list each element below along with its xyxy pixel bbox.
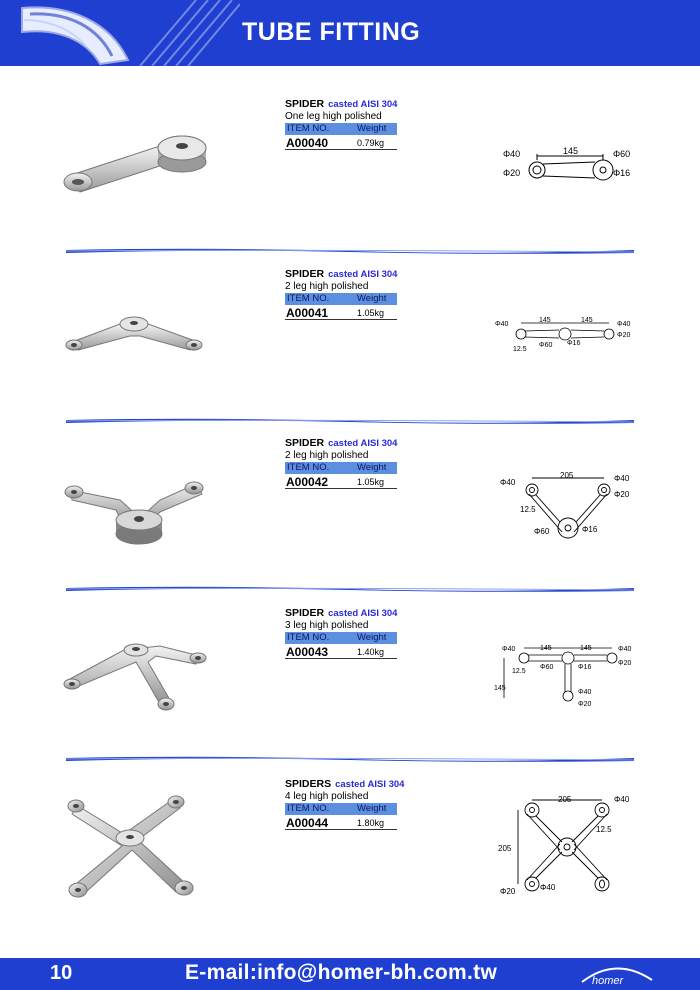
- section-divider: [66, 416, 634, 426]
- weight-header: Weight: [357, 293, 387, 304]
- dim-label: 205: [560, 471, 574, 480]
- logo-text: homer: [592, 975, 624, 987]
- product-info-a00041: [285, 268, 397, 320]
- spider-two-leg-photo: [60, 312, 210, 362]
- dim-label: Φ40: [617, 321, 631, 328]
- weight-header: Weight: [357, 632, 387, 643]
- dim-label: Φ40: [495, 321, 509, 328]
- table-header: [285, 123, 397, 135]
- dim-label: Φ60: [613, 149, 631, 159]
- table-row: [285, 135, 397, 150]
- dim-label: 145: [540, 645, 552, 652]
- dim-label: 205: [498, 844, 512, 853]
- spider-two-leg-diagram: [493, 314, 643, 356]
- item-number: A00042: [286, 475, 329, 489]
- item-number: A00041: [286, 306, 329, 320]
- dim-label: Φ16: [582, 525, 598, 534]
- item-no-header: ITEM NO.: [287, 803, 330, 814]
- dim-label: Φ40: [618, 646, 632, 653]
- spider-one-leg-diagram: [495, 142, 645, 187]
- dim-label: Φ60: [540, 664, 554, 671]
- product-description: 3 leg high polished: [285, 620, 369, 631]
- product-info-a00044: [285, 778, 405, 830]
- dim-label: Φ40: [503, 149, 521, 159]
- table-header: [285, 803, 397, 815]
- item-weight: 1.05kg: [357, 308, 385, 318]
- section-divider: [66, 584, 634, 594]
- product-name: SPIDER: [285, 268, 325, 280]
- product-info-a00040: [285, 98, 397, 150]
- dim-label: Φ20: [617, 332, 631, 339]
- product-material: casted AISI 304: [328, 99, 398, 110]
- table-row: [285, 305, 397, 320]
- item-no-header: ITEM NO.: [287, 123, 330, 134]
- spider-four-leg-diagram: [496, 790, 646, 900]
- dim-label: Φ20: [614, 490, 630, 499]
- dim-label: Φ20: [618, 660, 632, 667]
- elbow-fitting-logo-graphic: [0, 0, 240, 66]
- item-weight: 1.40kg: [357, 647, 385, 657]
- product-name: SPIDER: [285, 98, 325, 110]
- spider-one-leg-photo: [60, 128, 210, 198]
- item-weight: 1.80kg: [357, 818, 385, 828]
- section-divider: [66, 754, 634, 764]
- dim-label: 12.5: [513, 346, 527, 353]
- weight-header: Weight: [357, 803, 387, 814]
- dim-label: 12.5: [520, 505, 536, 514]
- dim-label: Φ40: [578, 689, 592, 696]
- page-title: TUBE FITTING: [242, 18, 421, 46]
- product-material: casted AISI 304: [328, 608, 398, 619]
- dim-label: Φ40: [500, 478, 516, 487]
- dim-label: Φ40: [614, 474, 630, 483]
- dim-label: Φ20: [500, 887, 516, 896]
- dim-label: 145: [494, 685, 506, 692]
- product-material: casted AISI 304: [328, 269, 398, 280]
- contact-email[interactable]: E-mail:info@homer-bh.com.tw: [185, 961, 498, 984]
- table-header: [285, 293, 397, 305]
- product-description: 2 leg high polished: [285, 450, 369, 461]
- dim-label: 145: [539, 317, 551, 324]
- dim-label: Φ40: [540, 883, 556, 892]
- table-row: [285, 474, 397, 489]
- dim-label: 205: [558, 795, 572, 804]
- dim-label: 145: [581, 317, 593, 324]
- dim-label: 145: [580, 645, 592, 652]
- dim-label: Φ60: [539, 342, 553, 349]
- product-info-a00042: [285, 437, 397, 489]
- item-number: A00043: [286, 645, 329, 659]
- spider-three-leg-photo: [60, 640, 210, 718]
- table-header: [285, 462, 397, 474]
- product-name: SPIDERS: [285, 778, 332, 790]
- product-name: SPIDER: [285, 607, 325, 619]
- dim-label: 145: [563, 146, 579, 156]
- item-no-header: ITEM NO.: [287, 462, 330, 473]
- dim-label: 12.5: [512, 668, 526, 675]
- item-number: A00040: [286, 136, 329, 150]
- spider-three-leg-diagram: [494, 640, 644, 712]
- dim-label: 12.5: [596, 825, 612, 834]
- dim-label: Φ40: [614, 795, 630, 804]
- dim-label: Φ16: [613, 168, 631, 178]
- dim-label: Φ16: [567, 340, 581, 347]
- product-description: One leg high polished: [285, 111, 382, 122]
- product-info-a00043: [285, 607, 397, 659]
- dim-label: Φ16: [578, 664, 592, 671]
- page-footer: [0, 958, 700, 990]
- table-header: [285, 632, 397, 644]
- dim-label: Φ20: [578, 701, 592, 708]
- section-divider: [66, 246, 634, 256]
- product-material: casted AISI 304: [335, 779, 405, 790]
- table-row: [285, 815, 397, 830]
- spider-two-leg-v-photo: [60, 474, 210, 554]
- page-header: [0, 0, 700, 66]
- product-description: 4 leg high polished: [285, 791, 369, 802]
- weight-header: Weight: [357, 123, 387, 134]
- weight-header: Weight: [357, 462, 387, 473]
- product-name: SPIDER: [285, 437, 325, 449]
- dim-label: Φ60: [534, 527, 550, 536]
- dim-label: Φ20: [503, 168, 521, 178]
- dim-label: Φ40: [502, 646, 516, 653]
- homer-logo: [578, 960, 656, 988]
- product-description: 2 leg high polished: [285, 281, 369, 292]
- item-no-header: ITEM NO.: [287, 632, 330, 643]
- item-weight: 1.05kg: [357, 477, 385, 487]
- spider-four-leg-photo: [62, 788, 202, 908]
- item-number: A00044: [286, 816, 329, 830]
- item-weight: 0.79kg: [357, 138, 385, 148]
- item-no-header: ITEM NO.: [287, 293, 330, 304]
- table-row: [285, 644, 397, 659]
- page-number: 10: [50, 962, 73, 984]
- product-material: casted AISI 304: [328, 438, 398, 449]
- spider-two-leg-v-diagram: [498, 470, 648, 540]
